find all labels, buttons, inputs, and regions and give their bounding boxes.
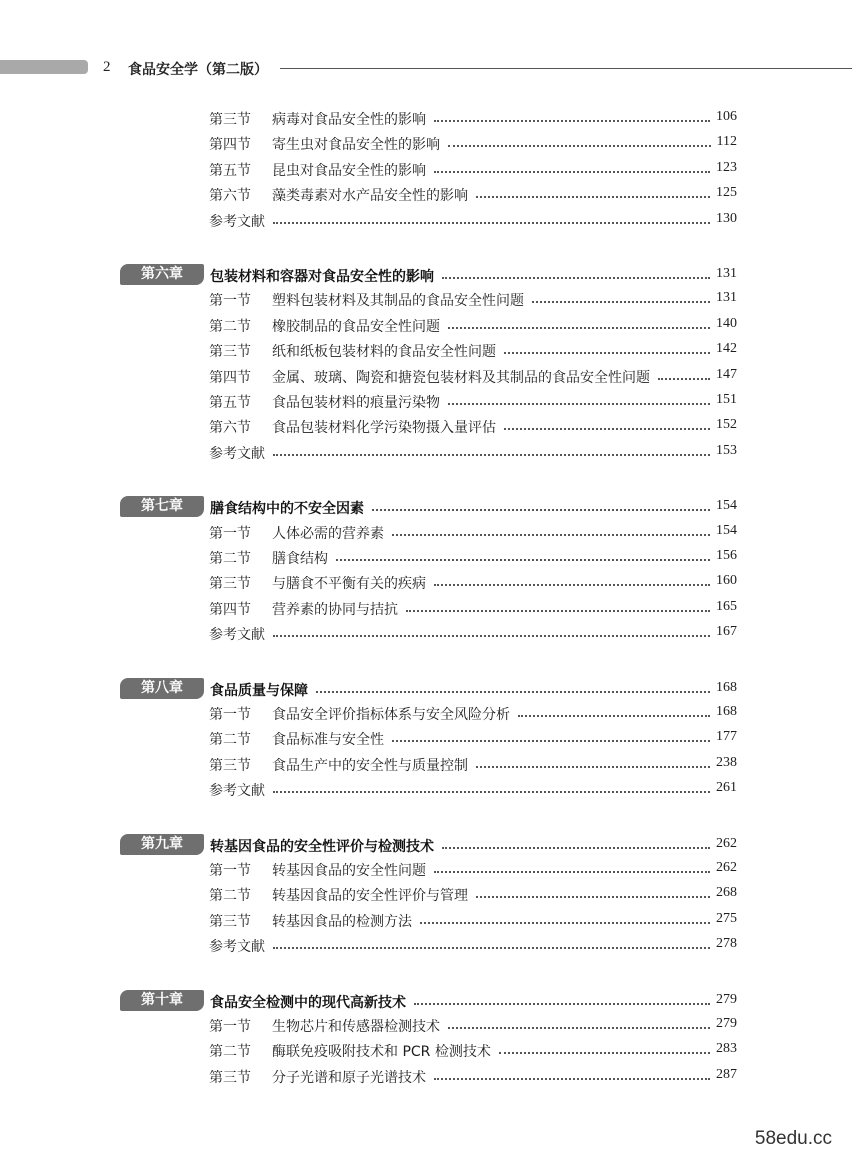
toc-section-row[interactable] bbox=[0, 882, 852, 907]
section-title: 食品安全评价指标体系与安全风险分析 bbox=[272, 707, 510, 723]
toc-chapter-row[interactable] bbox=[0, 833, 852, 858]
page-ref: 160 bbox=[716, 573, 737, 589]
dot-leader bbox=[273, 947, 710, 949]
section-label: 第一节 bbox=[209, 1019, 251, 1035]
section-title: 生物芯片和传感器检测技术 bbox=[272, 1019, 440, 1035]
dot-leader bbox=[434, 1078, 710, 1080]
section-title: 转基因食品的安全性评价与管理 bbox=[272, 888, 468, 905]
section-label: 第一节 bbox=[209, 293, 251, 310]
section-title: 转基因食品的检测方法 bbox=[272, 913, 412, 930]
page-ref: 123 bbox=[716, 159, 737, 175]
toc-section-row[interactable] bbox=[0, 389, 852, 414]
watermark: 58edu.cc bbox=[754, 1128, 832, 1149]
chapter-badge: 第六章 bbox=[120, 264, 204, 285]
chapter-badge: 第十章 bbox=[120, 990, 204, 1011]
section-title: 膳食结构 bbox=[272, 551, 328, 567]
dot-leader bbox=[316, 691, 710, 693]
page-ref: 279 bbox=[716, 991, 737, 1007]
toc-section-row[interactable] bbox=[0, 908, 852, 933]
toc-section-row[interactable] bbox=[0, 106, 852, 131]
references-title: 参考文献 bbox=[209, 445, 265, 462]
book-title: 食品安全学（第二版） bbox=[128, 62, 268, 78]
dot-leader bbox=[434, 584, 710, 586]
toc-section-row[interactable] bbox=[0, 131, 852, 156]
section-label: 第一节 bbox=[209, 863, 251, 879]
dot-leader bbox=[414, 1003, 710, 1005]
section-label: 第四节 bbox=[209, 137, 251, 154]
section-label: 第五节 bbox=[209, 162, 251, 179]
page-ref: 125 bbox=[716, 185, 737, 201]
page-ref: 278 bbox=[716, 936, 737, 952]
dot-leader bbox=[476, 766, 710, 768]
chapter-title: 食品安全检测中的现代高新技术 bbox=[210, 994, 406, 1011]
running-header bbox=[0, 0, 852, 80]
page-ref: 168 bbox=[716, 704, 737, 719]
page-number: 2 bbox=[103, 59, 111, 75]
toc-section-row[interactable] bbox=[0, 157, 852, 182]
section-title: 食品生产中的安全性与质量控制 bbox=[272, 757, 468, 774]
dot-leader bbox=[442, 847, 710, 849]
header-tab-bar bbox=[0, 60, 88, 74]
dot-leader bbox=[434, 171, 710, 173]
page-ref: 156 bbox=[716, 548, 737, 563]
page-ref: 261 bbox=[716, 780, 737, 796]
toc-chapter-row[interactable] bbox=[0, 495, 852, 520]
page-ref: 131 bbox=[716, 266, 737, 281]
section-label: 第三节 bbox=[209, 112, 251, 128]
section-label: 第三节 bbox=[209, 1069, 251, 1086]
section-label: 第三节 bbox=[209, 344, 251, 361]
dot-leader bbox=[448, 145, 711, 147]
section-title: 塑料包装材料及其制品的食品安全性问题 bbox=[272, 293, 524, 310]
page-ref: 106 bbox=[716, 109, 737, 124]
section-title: 食品包装材料化学污染物摄入量评估 bbox=[272, 420, 496, 437]
dot-leader bbox=[448, 403, 710, 405]
section-label: 第六节 bbox=[209, 188, 251, 205]
page-ref: 167 bbox=[716, 624, 737, 640]
references-title: 参考文献 bbox=[209, 213, 265, 230]
section-label: 第四节 bbox=[209, 369, 251, 386]
dot-leader bbox=[476, 896, 710, 898]
dot-leader bbox=[372, 509, 710, 511]
toc-section-row[interactable] bbox=[0, 726, 852, 751]
section-title: 昆虫对食品安全性的影响 bbox=[272, 162, 426, 179]
chapter-badge: 第九章 bbox=[120, 834, 204, 855]
toc-references-row[interactable] bbox=[0, 777, 852, 802]
page-ref: 268 bbox=[716, 885, 737, 901]
toc-chapter-row[interactable] bbox=[0, 989, 852, 1014]
section-label: 第四节 bbox=[209, 601, 251, 618]
section-title: 病毒对食品安全性的影响 bbox=[272, 112, 426, 128]
dot-leader bbox=[273, 454, 710, 456]
chapter-title: 膳食结构中的不安全因素 bbox=[210, 501, 364, 518]
toc-section-row[interactable] bbox=[0, 364, 852, 389]
toc-references-row[interactable] bbox=[0, 933, 852, 958]
page-ref: 262 bbox=[716, 835, 737, 851]
toc-section-row[interactable] bbox=[0, 596, 852, 621]
section-label: 第二节 bbox=[209, 1044, 251, 1061]
dot-leader bbox=[434, 871, 710, 873]
toc-section-row[interactable] bbox=[0, 313, 852, 338]
dot-leader bbox=[532, 301, 710, 303]
page-ref: 131 bbox=[716, 290, 737, 306]
dot-leader bbox=[504, 352, 710, 354]
toc-references-row[interactable] bbox=[0, 621, 852, 646]
dot-leader bbox=[420, 922, 710, 924]
toc-section-row[interactable] bbox=[0, 545, 852, 570]
page-ref: 262 bbox=[716, 860, 737, 875]
section-label: 第三节 bbox=[209, 757, 251, 774]
page-ref: 238 bbox=[716, 754, 737, 770]
page-ref: 140 bbox=[716, 315, 737, 331]
dot-leader bbox=[448, 327, 710, 329]
section-label: 第二节 bbox=[209, 732, 251, 749]
chapter-title: 包装材料和容器对食品安全性的影响 bbox=[210, 269, 434, 285]
section-label: 第二节 bbox=[209, 888, 251, 905]
page-ref: 147 bbox=[716, 366, 737, 382]
page-ref: 151 bbox=[716, 392, 737, 407]
page-ref: 279 bbox=[716, 1016, 737, 1031]
toc-section-row[interactable] bbox=[0, 287, 852, 312]
toc-section-row[interactable] bbox=[0, 520, 852, 545]
section-title: 转基因食品的安全性问题 bbox=[272, 863, 426, 879]
section-title: 食品标准与安全性 bbox=[272, 732, 384, 749]
dot-leader bbox=[476, 196, 710, 198]
page-ref: 130 bbox=[716, 210, 737, 226]
page-ref: 287 bbox=[716, 1066, 737, 1082]
references-title: 参考文献 bbox=[209, 627, 265, 644]
page-ref: 152 bbox=[716, 417, 737, 433]
page-ref: 168 bbox=[716, 679, 737, 695]
dot-leader bbox=[448, 1027, 710, 1029]
section-label: 第五节 bbox=[209, 395, 251, 411]
chapter-badge: 第七章 bbox=[120, 496, 204, 517]
toc-section-row[interactable] bbox=[0, 338, 852, 363]
section-title: 藻类毒素对水产品安全性的影响 bbox=[272, 188, 468, 205]
page-ref: 142 bbox=[716, 341, 737, 357]
chapter-title: 转基因食品的安全性评价与检测技术 bbox=[210, 838, 434, 855]
section-title: 营养素的协同与拮抗 bbox=[272, 601, 398, 618]
toc-section-row[interactable] bbox=[0, 570, 852, 595]
references-title: 参考文献 bbox=[209, 939, 265, 956]
section-label: 第一节 bbox=[209, 525, 251, 542]
dot-leader bbox=[504, 428, 710, 430]
header-rule bbox=[280, 68, 852, 69]
toc-section-row[interactable] bbox=[0, 752, 852, 777]
page-ref: 154 bbox=[716, 498, 737, 514]
dot-leader bbox=[499, 1052, 710, 1054]
toc-section-row[interactable] bbox=[0, 1038, 852, 1063]
dot-leader bbox=[273, 791, 710, 793]
section-label: 第三节 bbox=[209, 913, 251, 930]
toc-references-row[interactable] bbox=[0, 440, 852, 465]
section-title: 酶联免疫吸附技术和 PCR 检测技术 bbox=[272, 1044, 491, 1061]
toc-section-row[interactable] bbox=[0, 182, 852, 207]
toc-section-row[interactable] bbox=[0, 701, 852, 726]
chapter-badge: 第八章 bbox=[120, 678, 204, 699]
dot-leader bbox=[273, 635, 710, 637]
page-ref: 275 bbox=[716, 910, 737, 926]
dot-leader bbox=[392, 534, 710, 536]
section-title: 分子光谱和原子光谱技术 bbox=[272, 1069, 426, 1086]
page-ref: 112 bbox=[716, 134, 737, 150]
dot-leader bbox=[392, 740, 710, 742]
section-title: 金属、玻璃、陶瓷和搪瓷包装材料及其制品的食品安全性问题 bbox=[272, 369, 650, 386]
dot-leader bbox=[442, 277, 710, 279]
section-title: 人体必需的营养素 bbox=[272, 525, 384, 542]
toc-section-row[interactable] bbox=[0, 857, 852, 882]
section-title: 寄生虫对食品安全性的影响 bbox=[272, 137, 440, 154]
section-title: 纸和纸板包装材料的食品安全性问题 bbox=[272, 344, 496, 361]
dot-leader bbox=[434, 120, 710, 122]
dot-leader bbox=[406, 610, 710, 612]
dot-leader bbox=[658, 378, 710, 380]
section-label: 第六节 bbox=[209, 420, 251, 437]
page-ref: 165 bbox=[716, 598, 737, 614]
toc-references-row[interactable] bbox=[0, 208, 852, 233]
toc-section-row[interactable] bbox=[0, 1013, 852, 1038]
toc-section-row[interactable] bbox=[0, 1064, 852, 1089]
page-ref: 283 bbox=[716, 1041, 737, 1057]
dot-leader bbox=[273, 222, 710, 224]
section-title: 橡胶制品的食品安全性问题 bbox=[272, 318, 440, 335]
dot-leader bbox=[518, 715, 710, 717]
section-label: 第二节 bbox=[209, 318, 251, 335]
toc-chapter-row[interactable] bbox=[0, 677, 852, 702]
section-label: 第三节 bbox=[209, 576, 251, 593]
section-title: 与膳食不平衡有关的疾病 bbox=[272, 576, 426, 593]
section-title: 食品包装材料的痕量污染物 bbox=[272, 395, 440, 411]
chapter-title: 食品质量与保障 bbox=[210, 682, 308, 699]
section-label: 第一节 bbox=[209, 707, 251, 723]
section-label: 第二节 bbox=[209, 551, 251, 567]
page-ref: 153 bbox=[716, 442, 737, 458]
dot-leader bbox=[336, 559, 710, 561]
page-ref: 154 bbox=[716, 522, 737, 538]
references-title: 参考文献 bbox=[209, 783, 265, 800]
page-ref: 177 bbox=[716, 729, 737, 745]
toc-chapter-row[interactable] bbox=[0, 263, 852, 288]
toc-section-row[interactable] bbox=[0, 414, 852, 439]
